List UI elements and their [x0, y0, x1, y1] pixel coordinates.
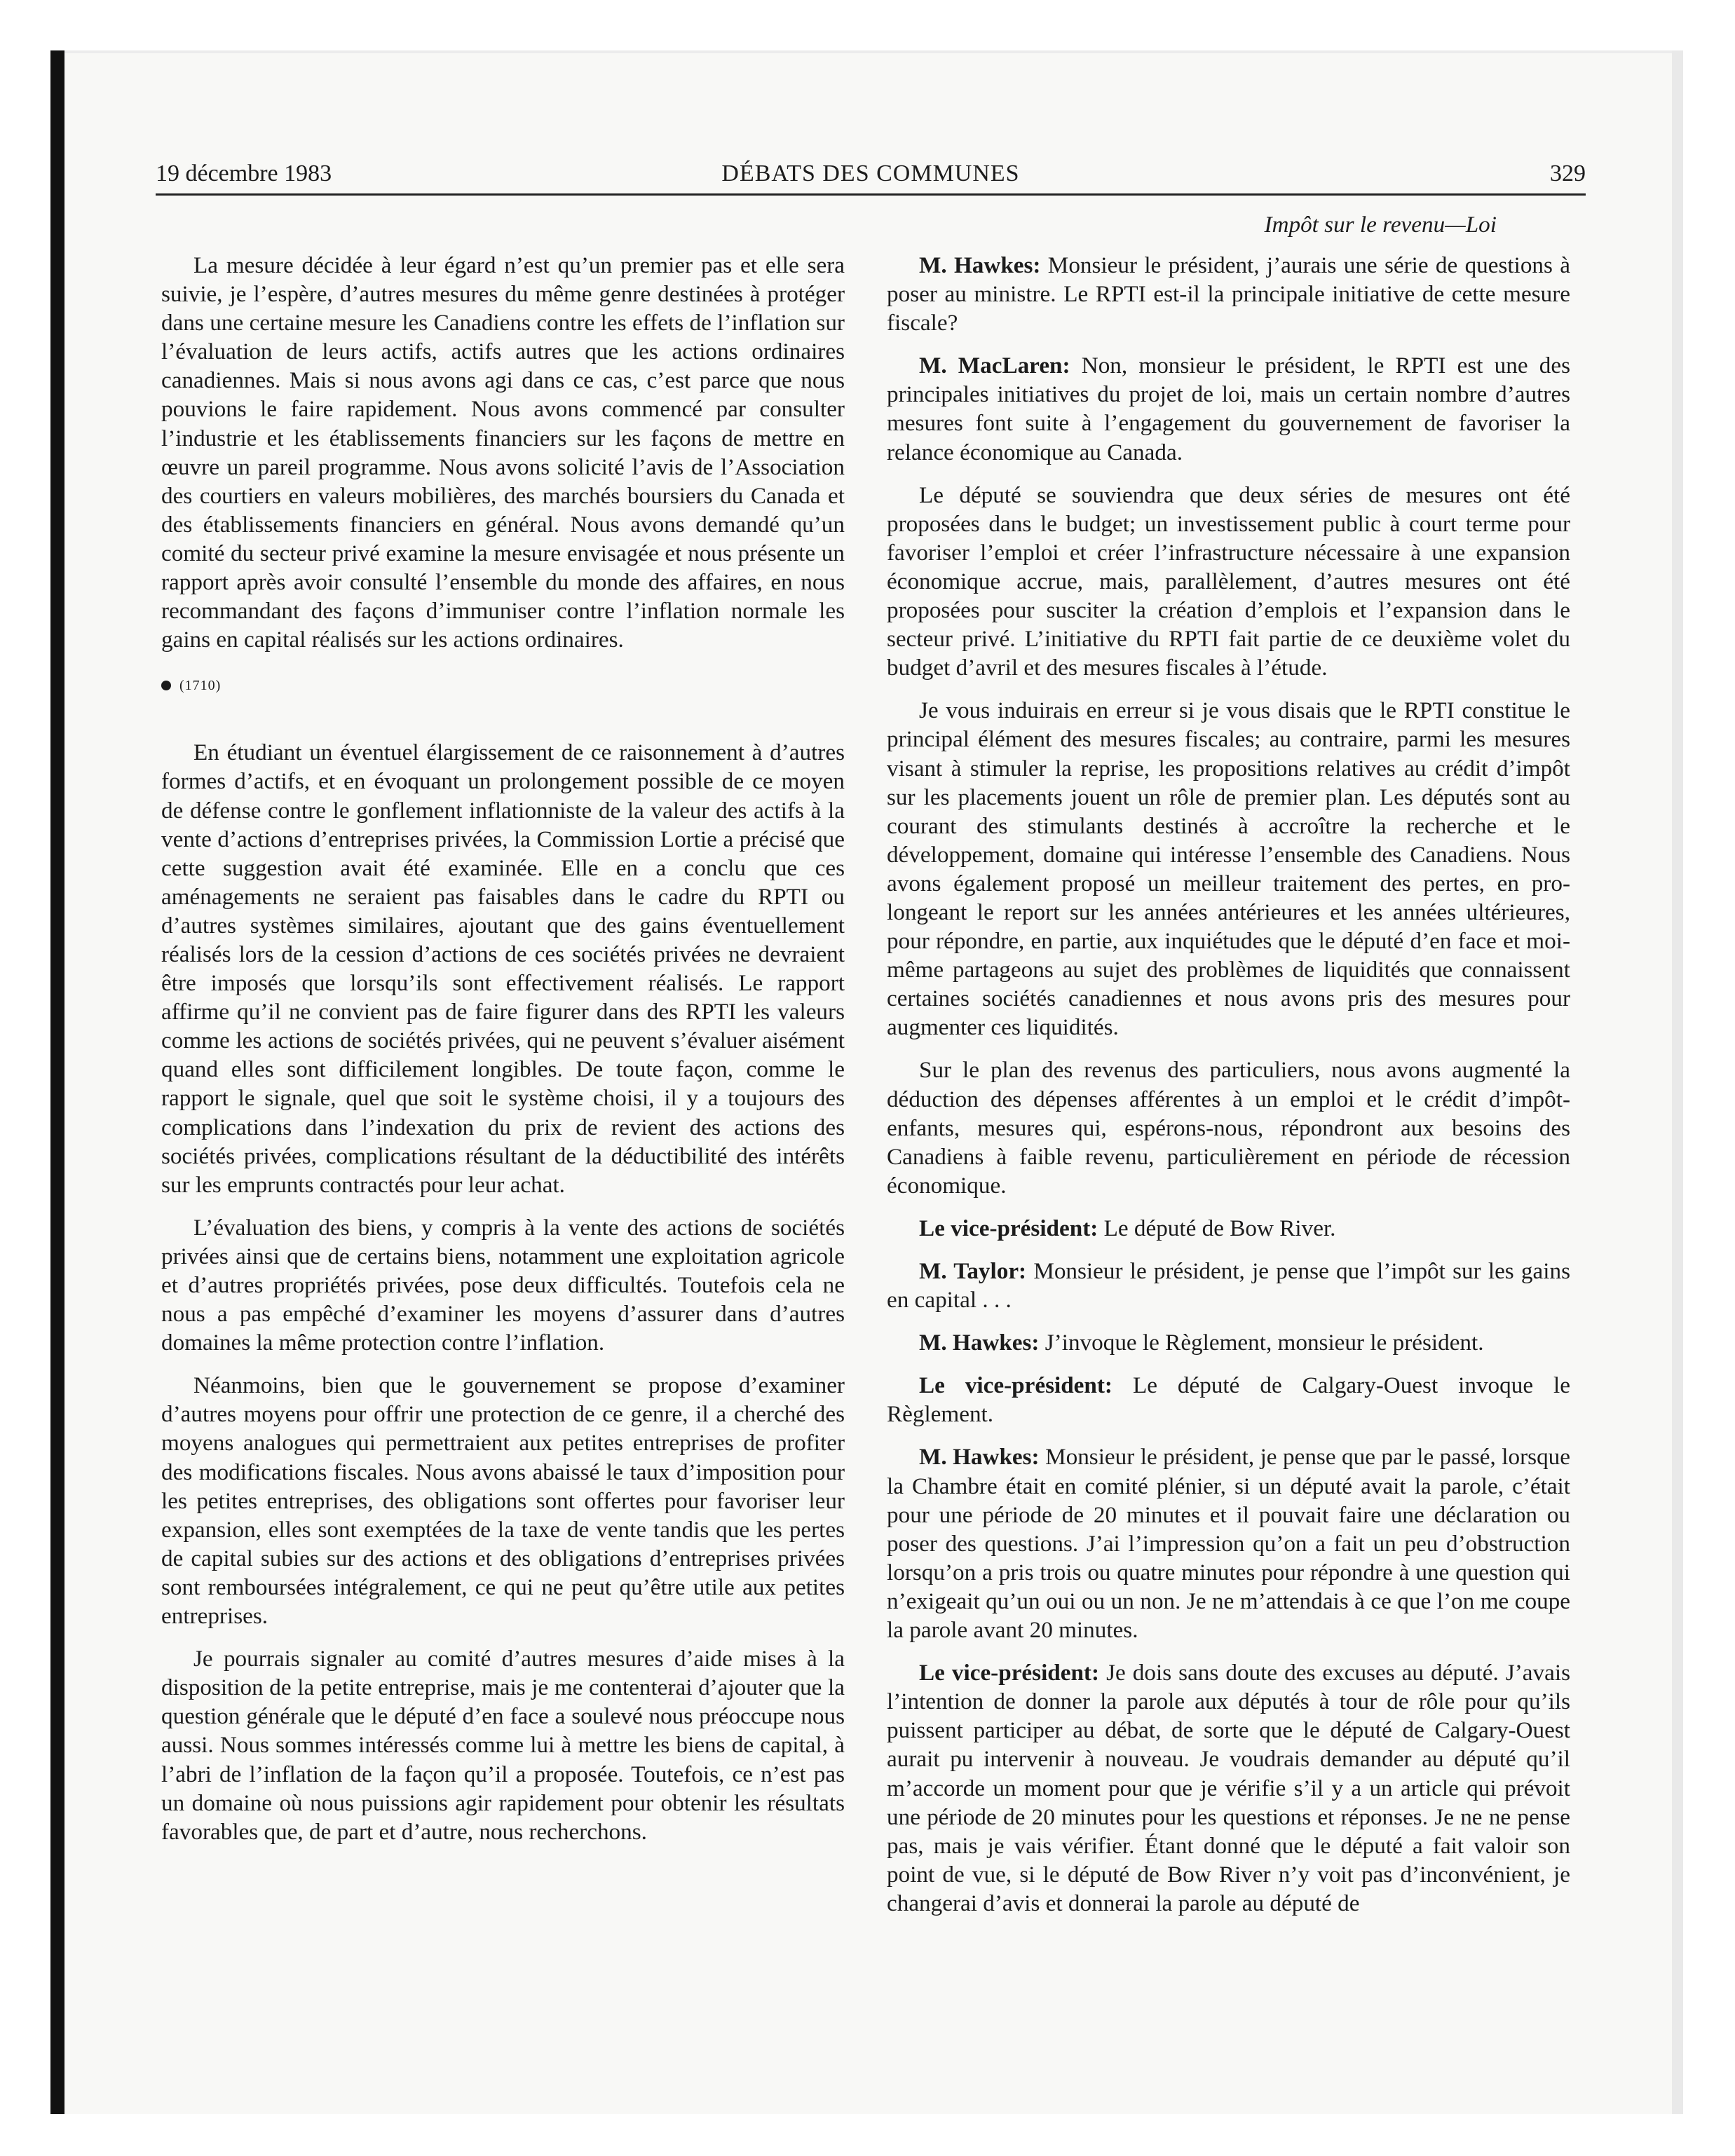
speech-paragraph	[887, 1056, 1570, 1199]
speech-text: Non, monsieur le président, le RPTI est une des principales initiatives du projet de loi, mais un certain nombre d’autres mesures font suite à l’engagement du gouvernement de favoriser la relance économique au Canada.	[887, 353, 1570, 465]
page-header	[156, 158, 1586, 196]
speech-text: Je dois sans doute des excuses au député. J’avais l’intention de donner la parole aux députés à tour de rôle pour qu’ils puissent participer au débat, de sorte que le député de Calgary-Ouest aurait pu intervenir à nouveau. Je voudrais demander au député qu’il m’accorde un moment pour que je vérifie s’il y a un article qui prévoit une période de 20 minutes pour les questions et réponses. Je ne ne pense pas, mais je vais vérifier. Étant donné que le député a fait valoir son point de vue, si le député de Bow River n’y voit pas d’inconvénient, je changerai d’avis et donnerai la parole au député de	[887, 1660, 1570, 1916]
paragraph: En étudiant un éventuel élargissement de ce raisonnement à d’autres formes d’actifs, et en évoquant un prolongement possible de ce moyen de défense contre le gonflement inflationniste de la valeur des actifs à la vente d’actions d’entreprises privées, la Commission Lortie a précisé que cette suggestion avait été examinée. Elle en a conclu que ces aménagements ne seraient pas faisables dans le cadre du RPTI ou d’autres systèmes similaires, ajoutant que des gains éventuellement réalisés lors de la cession d’actions de ces sociétés privées ne devraient être imposés que lorsqu’ils sont effectivement réalisés. Le rapport affirme qu’il ne convient pas de faire figurer dans des RPTI les valeurs comme les actions de sociétés privées, qui ne peuvent s’évaluer aisément quand elles sont difficilement longibles. De toute façon, comme le rapport le signale, quel que soit le système choisi, il y a toujours des complications dans l’indexation du prix de revient des actions des sociétés privées, complications résultant de la déductibilité des intérêts sur les emprunts contractés pour leur achat.	[161, 739, 845, 1198]
speech-text: Le député de Bow River.	[1098, 1215, 1336, 1241]
speaker-name: M. Hawkes:	[919, 1330, 1040, 1356]
speech-paragraph	[887, 351, 1570, 466]
right-column	[887, 210, 1570, 1932]
left-column-top-spacer	[161, 210, 845, 251]
speaker-name: Le vice-président:	[919, 1660, 1100, 1686]
time-marker-label: (1710)	[179, 678, 222, 694]
speech-text: Monsieur le président, je pense que l’impôt sur les gains en capital . . .	[887, 1258, 1570, 1314]
speech-paragraph	[887, 481, 1570, 683]
speech-text: Le député se souviendra que deux séries de mesures ont été proposées dans le budget; un investissement public à court terme pour favoriser l’emploi et créer l’infrastructure nécessaire à une expansion économique accrue, mais, parallèlement, d’autres mesures ont été proposées pour susciter la création d’emplois et l’expansion dans le secteur privé. L’initiative du RPTI fait partie de ce deuxième volet du budget d’avril et des mesures fiscales à l’étude.	[887, 482, 1570, 681]
speech-text: Sur le plan des revenus des particuliers, nous avons augmenté la déduction des dépenses afférentes à un emploi et le crédit d’impôt-enfants, mesures qui, espérons-nous, répondront aux besoins des Canadiens à faible revenu, particulièrement en période de récession économique.	[887, 1057, 1570, 1199]
speech-paragraph	[887, 1257, 1570, 1314]
speech-paragraph	[887, 1371, 1570, 1428]
speaker-name: Le vice-président:	[919, 1215, 1098, 1241]
header-title: DÉBATS DES COMMUNES	[721, 161, 1020, 186]
speaker-name: Le vice-président:	[919, 1372, 1113, 1399]
page-number: 329	[1550, 161, 1586, 186]
speech-paragraph	[887, 1328, 1570, 1357]
section-subtitle: Impôt sur le revenu—Loi	[1264, 212, 1497, 238]
paragraph: L’évaluation des biens, y compris à la vente des actions de sociétés privées ainsi que de certains biens, notamment une exploitation agricole et d’autres propriétés privées, pose deux difficultés. Toutefois cela ne nous a pas empêché d’examiner les moyens d’assurer dans d’autres domaines la même protection contre l’inflation.	[161, 1214, 845, 1356]
header-date: 19 décembre 1983	[156, 161, 332, 186]
speech-text: Monsieur le président, j’aurais une série de questions à poser au ministre. Le RPTI est-il la principale initiative de cette mesure fiscale?	[887, 252, 1570, 336]
paragraph: Je pourrais signaler au comité d’autres mesures d’aide mises à la disposition de la petite entreprise, mais je me contenterai d’ajouter que la question générale que le député d’en face a soulevé nous préoccupe nous aussi. Nous sommes intéressés comme lui à mettre les biens de capital, à l’abri de l’inflation de la façon qu’il a proposée. Toutefois, ce n’est pas un domaine où nous puissions agir rapidement pour obtenir les résultats favorables que, de part et d’autre, nous recherchons.	[161, 1646, 845, 1845]
time-marker	[161, 675, 845, 696]
paragraph: Néanmoins, bien que le gouvernement se propose d’examiner d’autres moyens pour offrir une protection de ce genre, il a cherché des moyens analogues qui permettraient aux petites entreprises de profiter des modifications fiscales. Nous avons abaissé le taux d’imposition pour les petites entreprises, des obligations sont offertes pour favoriser leur expansion, elles sont exemptées de la taxe de vente tandis que les pertes de capital subies sur des actions et des obligations d’entreprises privées sont remboursées intégralement, ce qui ne peut qu’être utile aux petites entreprises.	[161, 1372, 845, 1630]
speech-text: Monsieur le président, je pense que par le passé, lorsque la Chambre était en comité plénier, si un député avait la parole, c’était pour une période de 20 minutes et il pouvait faire une déclaration ou poser des questions. J’ai l’impression qu’on a fait un peu d’obstruction lorsqu’on a pris trois ou quatre minutes pour répondre à une question qui n’exigeait qu’un oui ou un non. Je ne m’attendais à ce que l’on me coupe la parole avant 20 minutes.	[887, 1444, 1570, 1644]
speech-paragraph	[887, 251, 1570, 337]
speaker-name: M. Taylor:	[919, 1258, 1027, 1284]
left-column	[161, 210, 845, 1860]
speech-text: Je vous induirais en erreur si je vous disais que le RPTI constitue le principal élément des mesures fiscales; au contraire, parmi les mesures visant à stimuler la reprise, les propositions relatives au crédit d’impôt sur les placements jouent un rôle de premier plan. Les députés sont au courant des stimulants destinés à accroître la recherche et le développement, domaine qui intéresse l’ensemble des Canadiens. Nous avons également proposé un meilleur traitement des pertes, en prolongeant le report sur les années antérieures et les années ultérieures, pour répondre, en partie, aux inquiétudes que le député d’en face et moi-même partageons au sujet des problèmes de liquidités que connaissent certaines sociétés canadiennes et nous avons pris des mesures pour augmenter ces liquidités.	[887, 697, 1570, 1041]
speech-paragraph	[887, 1214, 1570, 1243]
speaker-name: M. Hawkes:	[919, 1444, 1040, 1471]
scan-edge-left	[50, 50, 64, 2114]
speech-paragraph	[887, 1442, 1570, 1644]
speaker-name: M. MacLaren:	[919, 353, 1070, 379]
speech-text: Le député de Calgary-Ouest invoque le Règlement.	[887, 1372, 1570, 1428]
speaker-name: M. Hawkes:	[919, 252, 1041, 278]
speech-paragraph	[887, 696, 1570, 1042]
bullet-dot-icon	[161, 681, 171, 690]
speech-paragraph	[887, 1658, 1570, 1918]
paragraph: La mesure décidée à leur égard n’est qu’un premier pas et elle sera suivie, je l’espère, d’autres mesures du même genre destinées à protéger dans une certaine mesure les Canadiens contre les effets de l’inflation sur l’évaluation de leurs actifs, actifs autres que les actions ordinaires canadiennes. Mais si nous avons agi dans ce cas, c’est parce que nous pouvions le faire rapidement. Nous avons commencé par consulter l’industrie et les établissements financiers sur les façons de mettre en œuvre un pareil programme. Nous avons solicité l’avis de l’Association des courtiers en valeurs mobilières, des marchés boursiers du Canada et des établissements financiers en général. Nous avons demandé qu’un comité du secteur privé examine la mesure envisagée et nous présente un rapport après avoir consulté l’ensemble du monde des affaires, en nous recommandant des façons d’immuniser contre l’inflation normale les gains en capital réalisés sur les actions ordinaires.	[161, 252, 845, 653]
scan-edge-right	[1672, 50, 1683, 2114]
speech-text: J’invoque le Règlement, monsieur le président.	[1039, 1330, 1484, 1356]
